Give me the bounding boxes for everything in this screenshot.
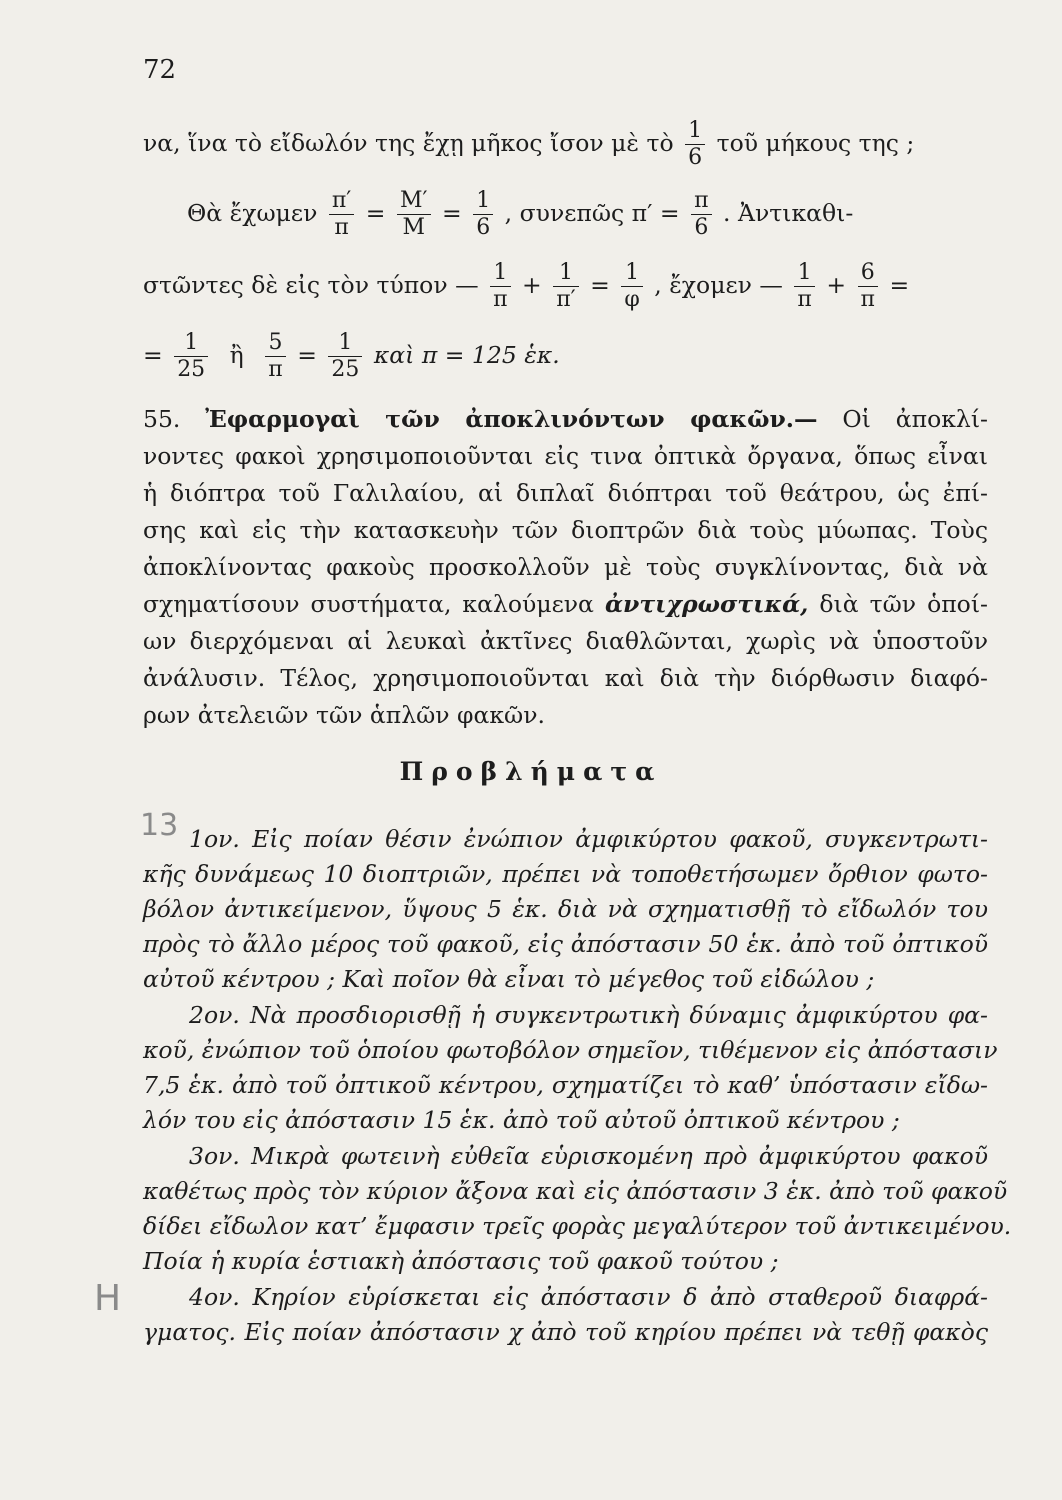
page-number: 72 [143, 55, 177, 85]
problem-line: λόν του εἰς ἀπόστασιν 15 ἑκ. ἀπὸ τοῦ αὐτοῦ ὀπτικοῦ κέντρου ; [143, 1106, 900, 1134]
problem-line: βόλον ἀντικείμενον, ὕψους 5 ἑκ. διὰ νὰ σχηματισθῇ τὸ εἴδωλόν του [143, 895, 988, 923]
fraction-M-prime-over-M: $\frac{M'}{M}$ [397, 190, 431, 239]
problem-line: καθέτως πρὸς τὸν κύριον ἄξονα καὶ εἰς ἀπόστασιν 3 ἑκ. ἀπὸ τοῦ φακοῦ [143, 1177, 1008, 1205]
math-line-3: στῶντες δὲ εἰς τὸν τύπον — $\frac{1}{\pi}$ + $\frac{1}{\pi'}$ = $\frac{1}{\varphi}$ , ἔχομεν — $\frac{1}{\pi}$ + $\frac{6}{\pi}$ = [143, 260, 910, 312]
section-heading: 55. Ἐφαρμογαὶ τῶν ἀποκλινόντων φακῶν.— Οἱ ἀποκλί- [143, 405, 988, 433]
problems-title: Προβλήματα [399, 757, 663, 786]
paragraph-line: ων διερχόμεναι αἱ λευκαὶ ἀκτῖνες διαθλῶνται, χωρὶς νὰ ὑποστοῦν [143, 627, 988, 655]
problem-line: 3ον. Μικρὰ φωτεινὴ εὐθεῖα εὑρισκομένη πρὸ ἀμφικύρτου φακοῦ [189, 1142, 988, 1170]
emphasis-term: ἀντιχρωστικά, [604, 590, 809, 618]
fraction-one-over-phi: $\frac{1}{\varphi}$ [621, 262, 642, 311]
fraction-one-over-25: $\frac{1}{25}$ [174, 332, 208, 381]
math-line-1: να, ἵνα τὸ εἴδωλόν της ἔχῃ μῆκος ἴσον μὲ τὸ $\frac{1}{6}$ τοῦ μήκους της ; [143, 118, 915, 170]
fraction-one-over-25-b: $\frac{1}{25}$ [328, 332, 362, 381]
paragraph-line: σης καὶ εἰς τὴν κατασκευὴν τῶν διοπτρῶν διὰ τοὺς μύωπας. Τοὺς [143, 516, 988, 544]
problem-line: κῆς δυνάμεως 10 διοπτριῶν, πρέπει νὰ τοποθετήσωμεν ὄρθιον φωτο- [143, 860, 988, 888]
fraction-one-sixth: $\frac{1}{6}$ [685, 120, 705, 169]
problem-line: αὐτοῦ κέντρου ; Καὶ ποῖον θὰ εἶναι τὸ μέγεθος τοῦ εἰδώλου ; [143, 965, 875, 993]
problem-line: 4ον. Κηρίον εὑρίσκεται εἰς ἀπόστασιν δ ἀπὸ σταθεροῦ διαφρά- [189, 1283, 988, 1311]
fraction-five-over-pi: $\frac{5}{\pi}$ [265, 332, 285, 381]
fraction-one-over-pi-prime: $\frac{1}{\pi'}$ [553, 262, 578, 311]
fraction-pi-prime-over-pi: $\frac{\pi'}{\pi}$ [329, 190, 354, 239]
problem-line: 2ον. Νὰ προσδιορισθῇ ἡ συγκεντρωτικὴ δύναμις ἀμφικύρτου φα- [189, 1001, 988, 1029]
problem-line: δίδει εἴδωλον κατ’ ἔμφασιν τρεῖς φορὰς μεγαλύτερον τοῦ ἀντικειμένου. [143, 1212, 1012, 1240]
margin-note: Η [94, 1278, 122, 1319]
fraction-one-over-pi: $\frac{1}{\pi}$ [490, 262, 510, 311]
problem-line: κοῦ, ἐνώπιον τοῦ ὁποίου φωτοβόλον σημεῖον, τιθέμενον εἰς ἀπόστασιν [143, 1036, 998, 1064]
problem-line: πρὸς τὸ ἄλλο μέρος τοῦ φακοῦ, εἰς ἀπόστασιν 50 ἑκ. ἀπὸ τοῦ ὀπτικοῦ [143, 930, 988, 958]
paragraph-line: νοντες φακοὶ χρησιμοποιοῦνται εἰς τινα ὀπτικὰ ὄργανα, ὅπως εἶναι [143, 442, 988, 470]
problem-line: 1ον. Εἰς ποίαν θέσιν ἐνώπιον ἀμφικύρτου φακοῦ, συγκεντρωτι- [189, 825, 988, 853]
section-title: Ἐφαρμογαὶ τῶν ἀποκλινόντων φακῶν.— [205, 405, 818, 433]
math-line-2: Θὰ ἔχωμεν $\frac{\pi'}{\pi}$ = $\frac{M'}{M}$ = $\frac{1}{6}$ , συνεπῶς π′ = $\frac{\pi}{6}$ . Ἀντικαθι- [187, 188, 854, 240]
fraction-six-over-pi: $\frac{6}{\pi}$ [858, 262, 878, 311]
paragraph-line: σχηματίσουν συστήματα, καλούμενα ἀντιχρωστικά, διὰ τῶν ὁποί- [143, 590, 988, 618]
paragraph-line: ἀποκλίνοντας φακοὺς προσκολλοῦν μὲ τοὺς συγκλίνοντας, διὰ νὰ [143, 553, 988, 581]
problem-line: γματος. Εἰς ποίαν ἀπόστασιν χ ἀπὸ τοῦ κηρίου πρέπει νὰ τεθῇ φακὸς [143, 1318, 988, 1346]
fraction-one-over-pi-b: $\frac{1}{\pi}$ [794, 262, 814, 311]
problem-line: 7,5 ἑκ. ἀπὸ τοῦ ὀπτικοῦ κέντρου, σχηματίζει τὸ καθ’ ὑπόστασιν εἴδω- [143, 1071, 988, 1099]
fraction-one-sixth-b: $\frac{1}{6}$ [473, 190, 493, 239]
problem-line: Ποία ἡ κυρία ἑστιακὴ ἀπόστασις τοῦ φακοῦ τούτου ; [143, 1247, 779, 1275]
math-line-4: = $\frac{1}{25}$ ἢ $\frac{5}{\pi}$ = $\frac{1}{25}$ καὶ π = 125 ἑκ. [143, 330, 560, 382]
fraction-pi-over-six: $\frac{\pi}{6}$ [691, 190, 711, 239]
paragraph-line: ρων ἀτελειῶν τῶν ἁπλῶν φακῶν. [143, 701, 545, 729]
margin-note: 13 [140, 808, 179, 843]
paragraph-line: ἀνάλυσιν. Τέλος, χρησιμοποιοῦνται καὶ διὰ τὴν διόρθωσιν διαφό- [143, 664, 988, 692]
paragraph-line: ἡ διόπτρα τοῦ Γαλιλαίου, αἱ διπλαῖ διόπτραι τοῦ θεάτρου, ὡς ἐπί- [143, 479, 988, 507]
